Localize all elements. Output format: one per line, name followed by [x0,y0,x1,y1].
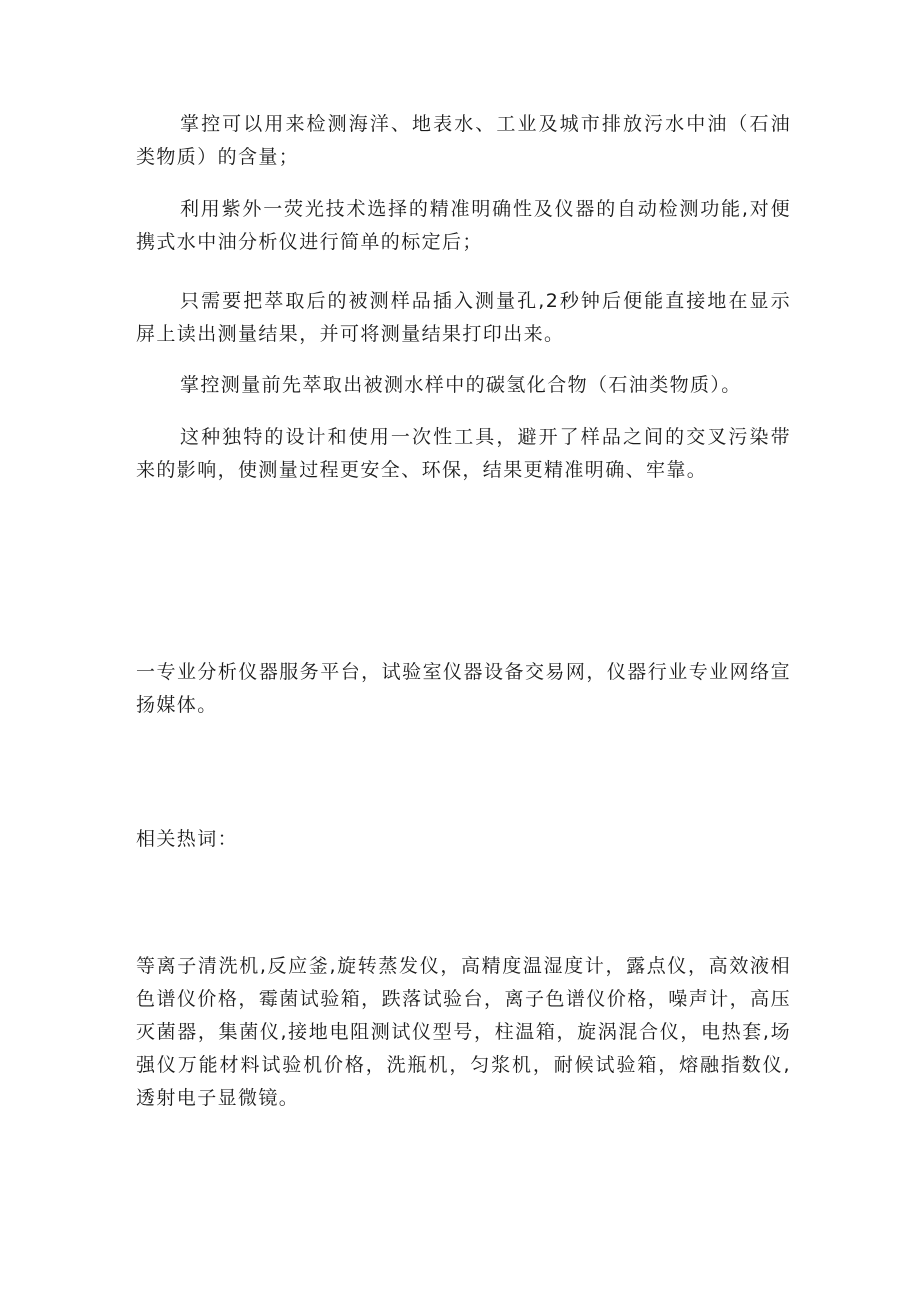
paragraph-oil-detection-scope: 掌控可以用来检测海洋、地表水、工业及城市排放污水中油（石油类物质）的含量； [136,113,791,168]
paragraph-measurement-procedure: 只需要把萃取后的被测样品插入测量孔,2秒钟后便能直接地在显示屏上读出测量结果，并可将测量结果打印出来。 [136,290,791,345]
paragraph-extraction: 掌控测量前先萃取出被测水样中的碳氢化合物（石油类物质）。 [180,374,742,396]
paragraph-uv-fluorescence-calibration: 利用紫外一荧光技术选择的精准明确性及仪器的自动检测功能,对便携式水中油分析仪进行简单的标定后； [136,198,791,253]
platform-description: 一专业分析仪器服务平台，试验室仪器设备交易网，仪器行业专业网络宣扬媒体。 [136,661,791,716]
paragraph-disposable-tool-design: 这种独特的设计和使用一次性工具，避开了样品之间的交叉污染带来的影响，使测量过程更安全、环保，结果更精准明确、牢靠。 [136,426,791,481]
related-keywords-label: 相关热词： [136,828,239,850]
related-keywords-list: 等离子清洗机,反应釜,旋转蒸发仪，高精度温湿度计，露点仪，高效液相色谱仪价格，霉菌试验箱，跌落试验台，离子色谱仪价格，噪声计，高压灭菌器，集菌仪,接地电阻测试仪型号，柱温箱，旋涡混合仪，电热套,场强仪万能材料试验机价格，洗瓶机，匀浆机，耐候试验箱，熔融指数仪,透射电子显微镜。 [136,955,791,1109]
